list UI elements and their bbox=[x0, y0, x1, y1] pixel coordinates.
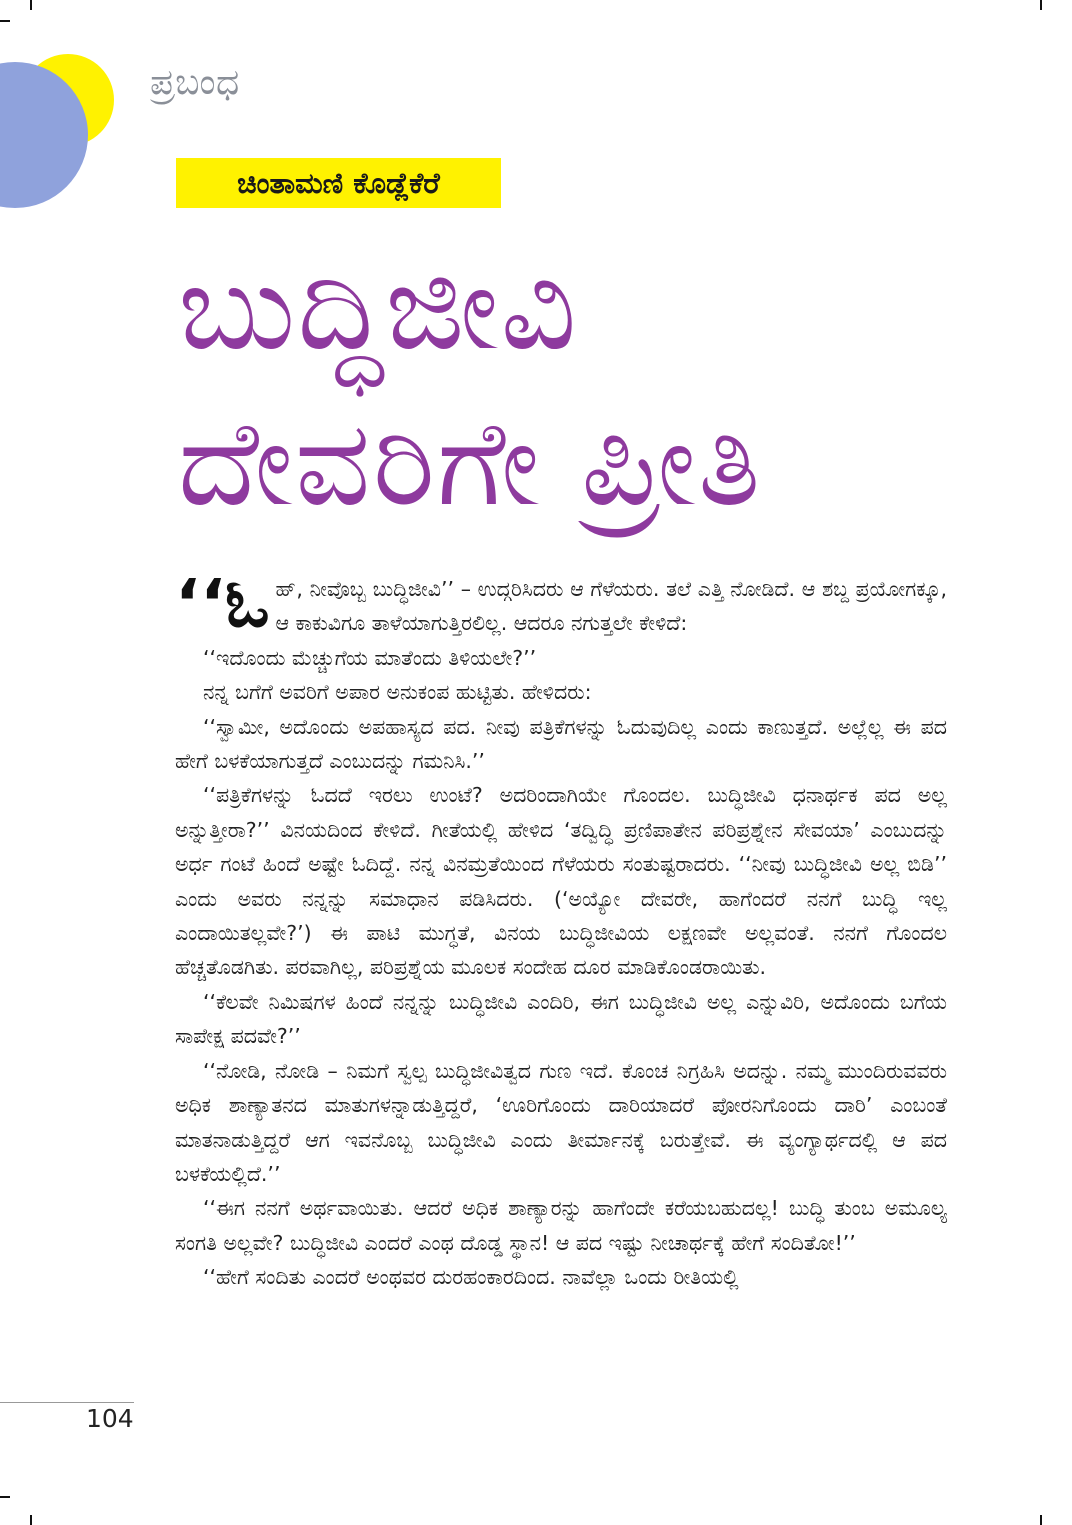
crop-mark-left-top bbox=[0, 20, 10, 22]
page-number: 104 bbox=[86, 1404, 134, 1433]
article-paragraph: ‘‘ಪತ್ರಿಕೆಗಳನ್ನು ಓದದೆ ಇರಲು ಉಂಟೆ? ಅದರಿಂದಾಗಿಯೇ ಗೊಂದಲ. ಬುದ್ಧಿಜೀವಿ ಧನಾರ್ಥಕ ಪದ ಅಲ್ಲ ಅನ್ನುತ್ತೀರಾ?’’ ವಿನಯದಿಂದ ಕೇಳಿದೆ. ಗೀತೆಯಲ್ಲಿ ಹೇಳಿದ ‘ತದ್ವಿದ್ಧಿ ಪ್ರಣಿಪಾತೇನ ಪರಿಪ್ರಶ್ನೇನ ಸೇವಯಾ’ ಎಂಬುದನ್ನು ಅರ್ಧ ಗಂಟೆ ಹಿಂದೆ ಅಷ್ಟೇ ಓದಿದ್ದೆ. ನನ್ನ ವಿನಮ್ರತೆಯಿಂದ ಗೆಳೆಯರು ಸಂತುಷ್ಟರಾದರು. ‘‘ನೀವು ಬುದ್ಧಿಜೀವಿ ಅಲ್ಲ ಬಿಡಿ’’ ಎಂದು ಅವರು ನನ್ನನ್ನು ಸಮಾಧಾನ ಪಡಿಸಿದರು. (‘ಅಯ್ಯೋ ದೇವರೇ, ಹಾಗೆಂದರೆ ನನಗೆ ಬುದ್ಧಿ ಇಲ್ಲ ಎಂದಾಯಿತಲ್ಲವೇ?’) ಈ ಪಾಟಿ ಮುಗ್ಧತೆ, ವಿನಯ ಬುದ್ಧಿಜೀವಿಯ ಲಕ್ಷಣವೇ ಅಲ್ಲವಂತೆ. ನನಗೆ ಗೊಂದಲ ಹೆಚ್ಚತೊಡಗಿತು. ಪರವಾಗಿಲ್ಲ, ಪರಿಪ್ರಶ್ನೆಯ ಮೂಲಕ ಸಂದೇಹ ದೂರ ಮಾಡಿಕೊಂಡರಾಯಿತು. bbox=[175, 783, 947, 980]
article-paragraph: ‘‘ಈಗ ನನಗೆ ಅರ್ಥವಾಯಿತು. ಆದರೆ ಅಧಿಕ ಶಾಣ್ಯಾರನ್ನು ಹಾಗೆಂದೇ ಕರೆಯಬಹುದಲ್ಲ! ಬುದ್ಧಿ ತುಂಬ ಅಮೂಲ್ಯ ಸಂಗತಿ ಅಲ್ಲವೇ? ಬುದ್ಧಿಜೀವಿ ಎಂದರೆ ಎಂಥ ದೊಡ್ಡ ಸ್ಥಾನ! ಆ ಪದ ಇಷ್ಟು ನೀಚಾರ್ಥಕ್ಕೆ ಹೇಗೆ ಸಂದಿತೋ!’’ bbox=[175, 1196, 947, 1255]
article-paragraph: ‘‘ಇದೊಂದು ಮೆಚ್ಚುಗೆಯ ಮಾತೆಂದು ತಿಳಿಯಲೇ?’’ bbox=[203, 645, 537, 670]
footer-rule bbox=[0, 1402, 134, 1403]
opening-text: ಹ್, ನೀವೊಬ್ಬ ಬುದ್ಧಿಜೀವಿ’’ – ಉದ್ಗರಿಸಿದರು ಆ ಗೆಳೆಯರು. ತಲೆ ಎತ್ತಿ ನೋಡಿದೆ. ಆ ಶಬ್ದ ಪ್ರಯೋಗಕ್ಕೂ, ಆ ಕಾಕುವಿಗೂ ತಾಳೆಯಾಗುತ್ತಿರಲಿಲ್ಲ. ಆದರೂ ನಗುತ್ತಲೇ ಕೇಳಿದೆ: bbox=[275, 577, 947, 636]
crop-mark-bottom-left bbox=[30, 1515, 32, 1525]
title-line-1: ಬುದ್ಧಿಜೀವಿ bbox=[178, 238, 579, 376]
article-paragraph: ‘‘ಕೆಲವೇ ನಿಮಿಷಗಳ ಹಿಂದೆ ನನ್ನನ್ನು ಬುದ್ಧಿಜೀವಿ ಎಂದಿರಿ, ಈಗ ಬುದ್ಧಿಜೀವಿ ಅಲ್ಲ ಎನ್ನುವಿರಿ, ಅದೊಂದು ಬಗೆಯ ಸಾಪೇಕ್ಷ ಪದವೇ?’’ bbox=[175, 989, 947, 1049]
article-opening-paragraph bbox=[175, 565, 947, 642]
article-paragraph: ‘‘ಸ್ವಾಮೀ, ಅದೊಂದು ಅಪಹಾಸ್ಯದ ಪದ. ನೀವು ಪತ್ರಿಕೆಗಳನ್ನು ಓದುವುದಿಲ್ಲ ಎಂದು ಕಾಣುತ್ತದೆ. ಅಲ್ಲೆಲ್ಲ ಈ ಪದ ಹೇಗೆ ಬಳಕೆಯಾಗುತ್ತದೆ ಎಂಬುದನ್ನು ಗಮನಿಸಿ.’’ bbox=[175, 714, 947, 774]
crop-mark-top-left bbox=[30, 0, 32, 10]
crop-mark-left-bottom bbox=[0, 1496, 10, 1498]
title-line-2: ದೇವರಿಗೇ ಪ್ರೀತಿ bbox=[178, 394, 763, 532]
article-paragraph: ನನ್ನ ಬಗೆಗೆ ಅವರಿಗೆ ಅಪಾರ ಅನುಕಂಪ ಹುಟ್ಟಿತು. ಹೇಳಿದರು: bbox=[203, 680, 592, 705]
drop-cap: ‘‘ಓ bbox=[175, 565, 270, 642]
author-name: ಚಿಂತಾಮಣಿ ಕೊಡ್ಲೆಕೆರೆ bbox=[237, 165, 440, 200]
article-paragraph: ‘‘ಹೇಗೆ ಸಂದಿತು ಎಂದರೆ ಅಂಥವರ ದುರಹಂಕಾರದಿಂದ. ನಾವೆಲ್ಲಾ ಒಂದು ರೀತಿಯಲ್ಲಿ bbox=[203, 1265, 739, 1290]
crop-mark-top-right bbox=[1040, 0, 1042, 10]
article-paragraph: ‘‘ನೋಡಿ, ನೋಡಿ – ನಿಮಗೆ ಸ್ವಲ್ಪ ಬುದ್ಧಿಜೀವಿತ್ವದ ಗುಣ ಇದೆ. ಕೊಂಚ ನಿಗ್ರಹಿಸಿ ಅದನ್ನು. ನಮ್ಮ ಮುಂದಿರುವವರು ಅಧಿಕ ಶಾಣ್ಯಾತನದ ಮಾತುಗಳನ್ನಾಡುತ್ತಿದ್ದರೆ, ‘ಊರಿಗೊಂದು ದಾರಿಯಾದರೆ ಪೋರನಿಗೊಂದು ದಾರಿ’ ಎಂಬಂತೆ ಮಾತನಾಡುತ್ತಿದ್ದರೆ ಆಗ ಇವನೊಬ್ಬ ಬುದ್ಧಿಜೀವಿ ಎಂದು ತೀರ್ಮಾನಕ್ಕೆ ಬರುತ್ತೇವೆ. ಈ ವ್ಯಂಗ್ಯಾರ್ಥದಲ್ಲಿ ಆ ಪದ ಬಳಕೆಯಲ್ಲಿದೆ.’’ bbox=[175, 1058, 947, 1186]
author-name-box bbox=[176, 158, 501, 208]
section-label: ಪ್ರಬಂಧ bbox=[150, 62, 240, 103]
article-body bbox=[175, 565, 947, 1295]
crop-mark-bottom-right bbox=[1040, 1515, 1042, 1525]
